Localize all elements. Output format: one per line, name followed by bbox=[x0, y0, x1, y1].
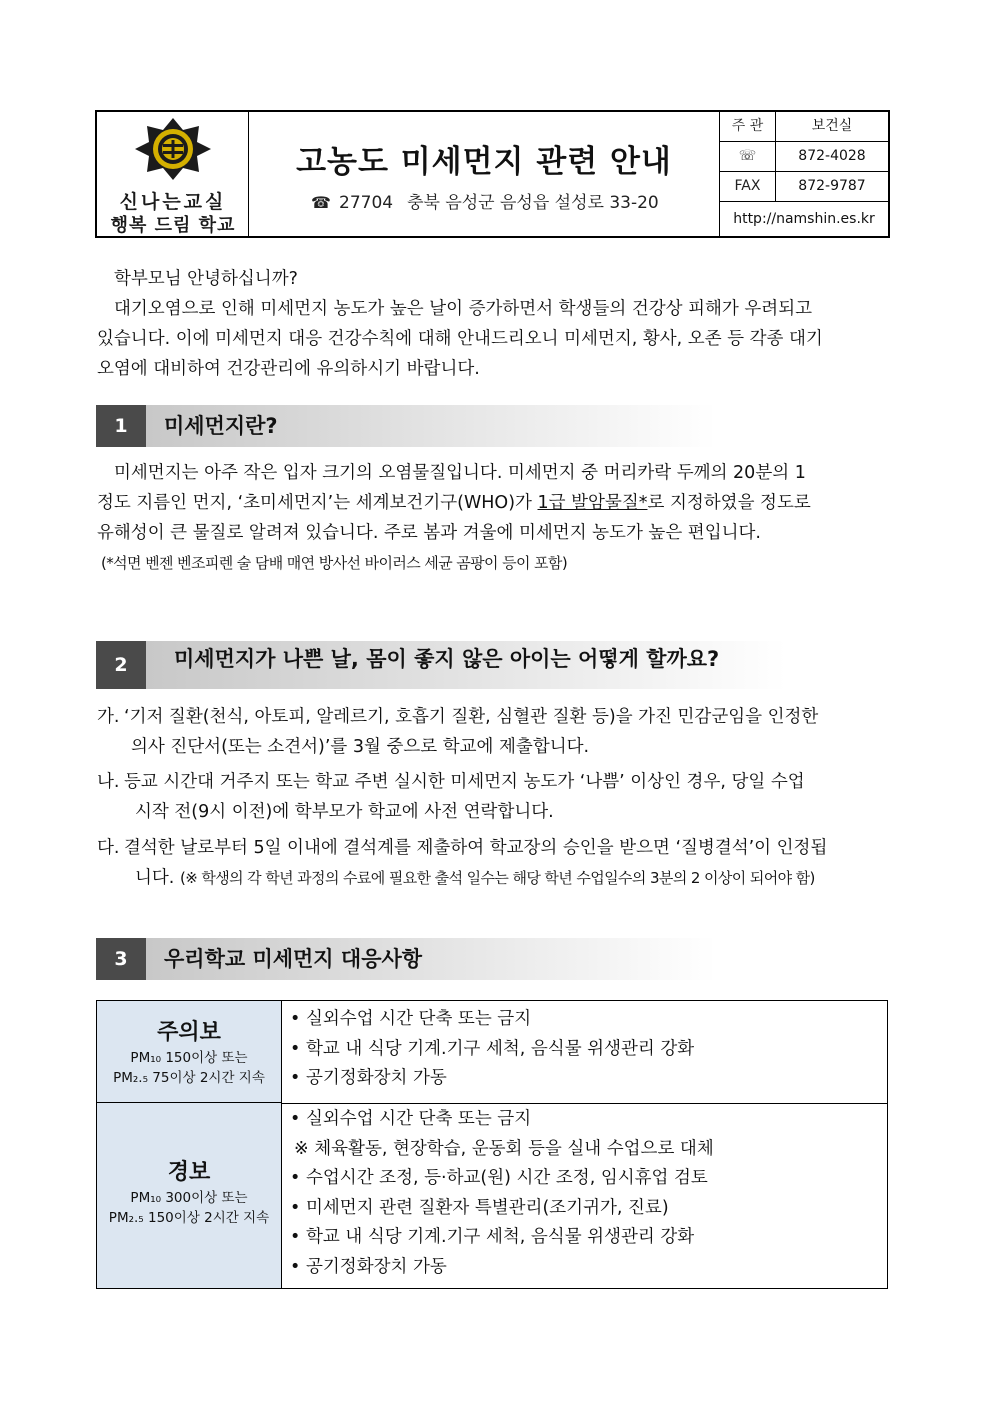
slogan-line-2: 행복 드림 학교 bbox=[110, 215, 236, 236]
section-1-heading bbox=[96, 405, 716, 447]
action-item: • 실외수업 시간 단축 또는 금지 bbox=[290, 1009, 532, 1029]
section-2-heading bbox=[96, 641, 786, 689]
body-text: 로 지정하였을 정도로 bbox=[647, 493, 811, 513]
level-criteria: PM₁₀ 300이상 또는 bbox=[130, 1190, 248, 1206]
level-criteria: PM₁₀ 150이상 또는 bbox=[130, 1050, 248, 1066]
section-number: 2 bbox=[96, 641, 146, 689]
list-line: ‘기저 질환(천식, 아토피, 알레르기, 호흡기 질환, 심혈관 질환 등)을 가진 민감군임을 인정한 bbox=[124, 707, 819, 727]
info-row-fax bbox=[720, 172, 888, 202]
contact-info-table bbox=[719, 112, 888, 236]
title-cell bbox=[249, 112, 719, 236]
info-value: 872-4028 bbox=[798, 148, 866, 164]
intro-line: 대기오염으로 인해 미세먼지 농도가 높은 날이 증가하면서 학생들의 건강상 피해가 우려되고 bbox=[114, 299, 813, 319]
section-title: 우리학교 미세먼지 대응사항 bbox=[164, 947, 423, 971]
section-title: 미세먼지가 나쁜 날, 몸이 좋지 않은 아이는 어떻게 할까요? bbox=[174, 647, 720, 671]
phone-icon: ☎ bbox=[311, 193, 331, 212]
carcinogen-underlined: 1급 발암물질* bbox=[537, 493, 648, 513]
action-note: ※ 체육활동, 현장학습, 운동회 등을 실내 수업으로 대체 bbox=[294, 1138, 714, 1159]
school-logo-cell bbox=[97, 112, 249, 236]
address-line bbox=[311, 188, 659, 213]
list-text: 니다. bbox=[135, 868, 180, 888]
section-1-body bbox=[97, 458, 897, 578]
intro-paragraph bbox=[97, 264, 897, 384]
info-key: 주 관 bbox=[720, 112, 776, 141]
info-key: FAX bbox=[720, 172, 776, 201]
slogan-line-1: 신나는교실 bbox=[119, 191, 227, 213]
section-title: 미세먼지란? bbox=[164, 414, 278, 438]
body-line: 미세먼지는 아주 작은 입자 크기의 오염물질입니다. 미세먼지 중 머리카락 두께의 20분의 1 bbox=[114, 463, 806, 483]
info-value: 872-9787 bbox=[798, 178, 866, 194]
telephone-icon: ☏ bbox=[720, 142, 776, 171]
action-item: • 공기정화장치 가동 bbox=[290, 1068, 447, 1088]
action-item: • 미세먼지 관련 질환자 특별관리(조기귀가, 진료) bbox=[290, 1197, 669, 1218]
list-line: 의사 진단서(또는 소견서)’를 3월 중으로 학교에 제출합니다. bbox=[131, 737, 590, 757]
info-row-department bbox=[720, 112, 888, 142]
level-name: 주의보 bbox=[157, 1020, 221, 1045]
list-item bbox=[97, 767, 897, 827]
body-text: 정도 지름인 먼지, ‘초미세먼지’는 세계보건기구(WHO)가 bbox=[97, 493, 538, 513]
action-item: • 학교 내 식당 기계.기구 세척, 음식물 위생관리 강화 bbox=[290, 1038, 695, 1059]
intro-line: 학부모님 안녕하십니까? bbox=[114, 269, 298, 289]
action-item: • 공기정화장치 가동 bbox=[290, 1256, 447, 1277]
list-line: 등교 시간대 거주지 또는 학교 주변 실시한 미세먼지 농도가 ‘나쁨’ 이상인 경우, 당일 수업 bbox=[124, 772, 805, 792]
advisory-actions bbox=[282, 1005, 887, 1094]
list-item bbox=[97, 702, 897, 762]
action-item: • 학교 내 식당 기계.기구 세척, 음식물 위생관리 강화 bbox=[290, 1227, 695, 1247]
school-url-link[interactable]: http://namshin.es.kr bbox=[733, 211, 875, 227]
list-line bbox=[135, 863, 815, 893]
warning-level-cell bbox=[97, 1103, 282, 1288]
action-item: • 실외수업 시간 단축 또는 금지 bbox=[290, 1109, 532, 1129]
list-line: 결석한 날로부터 5일 이내에 결석계를 제출하여 학교장의 승인을 받으면 ‘질병결석’이 인정됩 bbox=[124, 838, 828, 858]
level-name: 경보 bbox=[167, 1160, 211, 1185]
footnote: (*석면 벤젠 벤조피렌 술 담배 매연 방사선 바이러스 세균 곰팡이 등이 포함) bbox=[101, 554, 568, 572]
document-title: 고농도 미세먼지 관련 안내 bbox=[296, 144, 672, 180]
response-table bbox=[96, 1000, 888, 1289]
attendance-note: (※ 학생의 각 학년 과정의 수료에 필요한 출석 일수는 해당 학년 수업일수의 3분의 2 이상이 되어야 함) bbox=[179, 869, 815, 887]
list-marker: 다. bbox=[97, 838, 120, 858]
level-criteria: PM₂.₅ 150이상 2시간 지속 bbox=[108, 1210, 270, 1226]
list-marker: 나. bbox=[97, 772, 120, 792]
advisory-level-cell bbox=[97, 1001, 282, 1103]
address-text: 충북 음성군 음성읍 설성로 33-20 bbox=[407, 193, 659, 213]
zip-code: 27704 bbox=[339, 193, 394, 213]
intro-line: 오염에 대비하여 건강관리에 유의하시기 바랍니다. bbox=[97, 359, 480, 379]
body-line: 유해성이 큰 물질로 알려져 있습니다. 주로 봄과 겨울에 미세먼지 농도가 높은 편입니다. bbox=[97, 523, 761, 543]
list-line: 시작 전(9시 이전)에 학부모가 학교에 사전 연락합니다. bbox=[135, 802, 554, 822]
list-marker: 가. bbox=[97, 707, 120, 727]
info-value: 보건실 bbox=[811, 118, 853, 134]
action-item: • 수업시간 조정, 등·하교(원) 시간 조정, 임시휴업 검토 bbox=[290, 1168, 708, 1188]
level-criteria: PM₂.₅ 75이상 2시간 지속 bbox=[113, 1070, 265, 1086]
section-number: 3 bbox=[96, 938, 146, 980]
section-number: 1 bbox=[96, 405, 146, 447]
school-emblem-icon bbox=[133, 116, 213, 182]
body-line bbox=[97, 488, 897, 518]
document-header bbox=[95, 110, 890, 238]
info-row-phone bbox=[720, 142, 888, 172]
row-divider bbox=[282, 1103, 888, 1104]
list-item bbox=[97, 833, 897, 893]
warning-actions bbox=[282, 1105, 887, 1282]
section-3-heading bbox=[96, 938, 716, 980]
intro-line: 있습니다. 이에 미세먼지 대응 건강수칙에 대해 안내드리오니 미세먼지, 황사, 오존 등 각종 대기 bbox=[97, 329, 823, 349]
